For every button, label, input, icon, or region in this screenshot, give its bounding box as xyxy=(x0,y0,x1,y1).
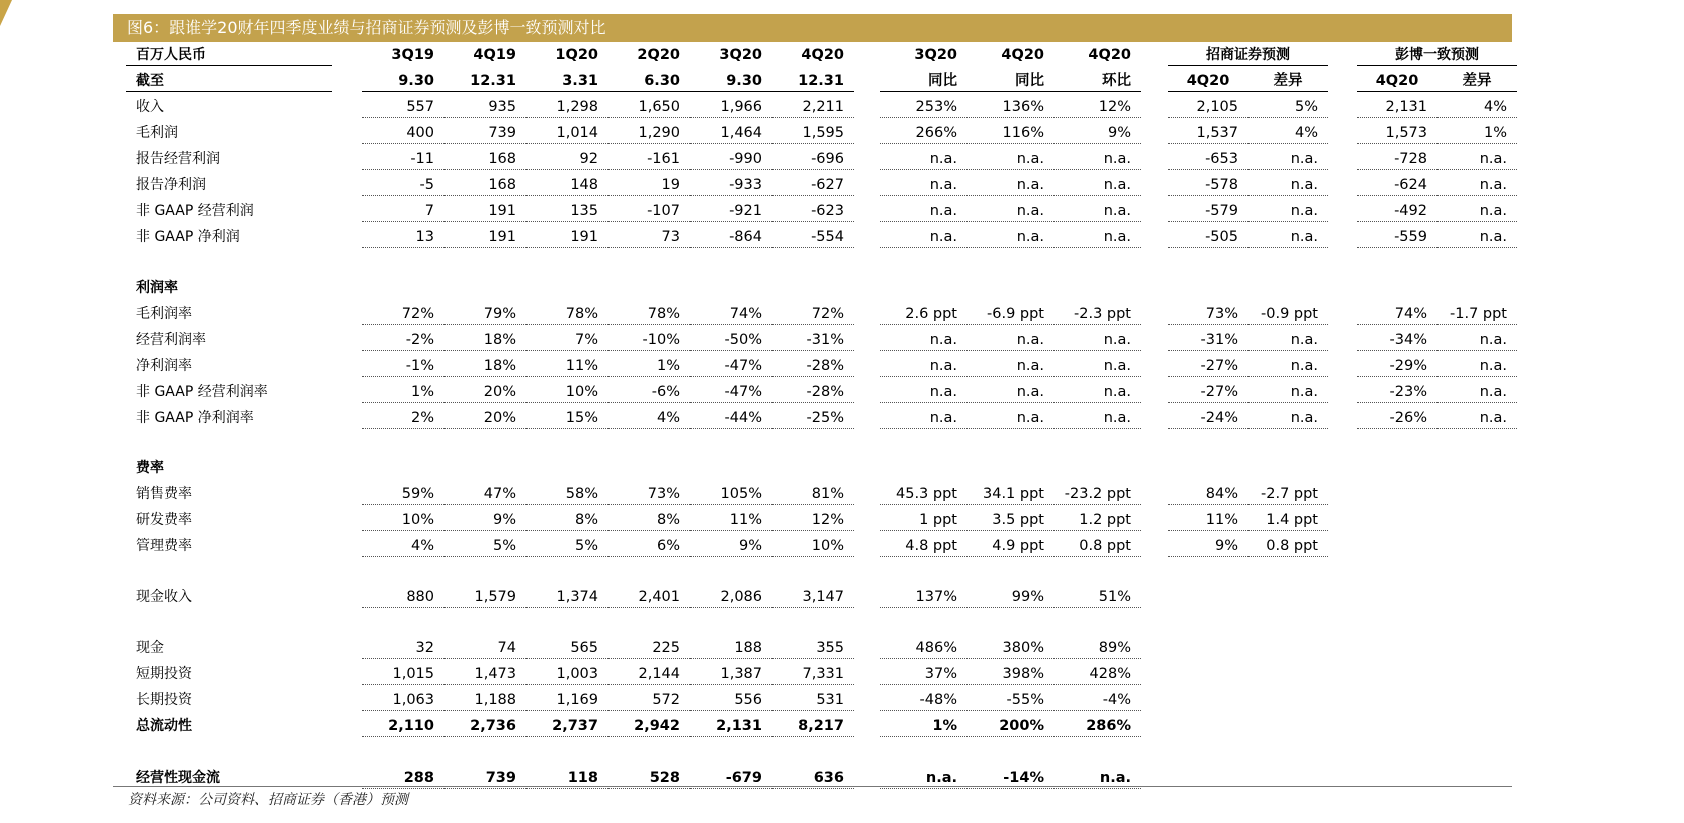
period-value: 6% xyxy=(608,535,690,557)
bloomberg-consensus-value: n.a. xyxy=(1437,174,1517,196)
period-end-date: 3.31 xyxy=(526,70,608,92)
period-value: 168 xyxy=(444,148,526,170)
comparison-value: n.a. xyxy=(1054,148,1141,170)
cms-sub-header: 4Q20 xyxy=(1168,70,1248,92)
period-value: -47% xyxy=(690,381,772,403)
period-value: 47% xyxy=(444,483,526,505)
comparison-value: 4.9 ppt xyxy=(967,535,1054,557)
bloomberg-consensus-value: -559 xyxy=(1357,226,1437,248)
comparison-value: n.a. xyxy=(1054,226,1141,248)
period-value: 1,650 xyxy=(608,96,690,118)
period-value: 1,464 xyxy=(690,122,772,144)
bloomberg-consensus-value: -34% xyxy=(1357,329,1437,351)
period-value: -933 xyxy=(690,174,772,196)
comparison-value: -2.3 ppt xyxy=(1054,303,1141,325)
period-value: 10% xyxy=(526,381,608,403)
period-value: 12% xyxy=(772,509,854,531)
period-value: 8% xyxy=(526,509,608,531)
period-value: 18% xyxy=(444,329,526,351)
period-value: -623 xyxy=(772,200,854,222)
period-value: -2% xyxy=(362,329,444,351)
period-value: 1,595 xyxy=(772,122,854,144)
cms-forecast-value: n.a. xyxy=(1248,148,1328,170)
cms-forecast-value: n.a. xyxy=(1248,200,1328,222)
bloomberg-consensus-value: 2,131 xyxy=(1357,96,1437,118)
cms-forecast-value: n.a. xyxy=(1248,174,1328,196)
period-value: 2,401 xyxy=(608,586,690,608)
comparison-value: -6.9 ppt xyxy=(967,303,1054,325)
period-value: 20% xyxy=(444,407,526,429)
cms-forecast-value: n.a. xyxy=(1248,407,1328,429)
period-value: 880 xyxy=(362,586,444,608)
comparison-value: 1% xyxy=(880,715,967,737)
row-label: 现金收入 xyxy=(136,589,192,605)
comparison-value: n.a. xyxy=(967,174,1054,196)
comparison-value: 3.5 ppt xyxy=(967,509,1054,531)
row-label: 收入 xyxy=(136,99,164,115)
period-header: 4Q19 xyxy=(473,47,516,63)
period-value: 20% xyxy=(444,381,526,403)
period-value: -921 xyxy=(690,200,772,222)
period-value: 531 xyxy=(772,689,854,711)
cms-forecast-value: -27% xyxy=(1168,381,1248,403)
comparison-type-header: 同比 xyxy=(967,70,1054,92)
period-value: -28% xyxy=(772,355,854,377)
bloomberg-consensus-value: -492 xyxy=(1357,200,1437,222)
period-value: 739 xyxy=(444,122,526,144)
period-value: 1,579 xyxy=(444,586,526,608)
row-label: 非 GAAP 净利润 xyxy=(136,229,240,245)
comparison-value: n.a. xyxy=(1054,355,1141,377)
period-value: -47% xyxy=(690,355,772,377)
period-value: 739 xyxy=(444,767,526,789)
period-value: 572 xyxy=(608,689,690,711)
cms-sub-header: 差异 xyxy=(1248,70,1328,92)
period-value: 636 xyxy=(772,767,854,789)
comparison-type-header: 同比 xyxy=(880,70,967,92)
period-value: 10% xyxy=(772,535,854,557)
period-value: 81% xyxy=(772,483,854,505)
cms-forecast-value: n.a. xyxy=(1248,381,1328,403)
comparison-value: n.a. xyxy=(967,407,1054,429)
cms-forecast-value: -2.7 ppt xyxy=(1248,483,1328,505)
period-value: 72% xyxy=(362,303,444,325)
bloomberg-consensus-value: 74% xyxy=(1357,303,1437,325)
period-value: -627 xyxy=(772,174,854,196)
period-end-date: 9.30 xyxy=(690,70,772,92)
period-value: 13 xyxy=(362,226,444,248)
comparison-value: 380% xyxy=(967,637,1054,659)
period-value: 1,374 xyxy=(526,586,608,608)
period-value: -696 xyxy=(772,148,854,170)
period-value: 935 xyxy=(444,96,526,118)
comparison-value: 2.6 ppt xyxy=(880,303,967,325)
cms-forecast-value: 2,105 xyxy=(1168,96,1248,118)
period-value: 355 xyxy=(772,637,854,659)
cms-forecast-value: 5% xyxy=(1248,96,1328,118)
comparison-value: 1.2 ppt xyxy=(1054,509,1141,531)
row-label: 管理费率 xyxy=(136,538,192,554)
period-value: 288 xyxy=(362,767,444,789)
comparison-value: 51% xyxy=(1054,586,1141,608)
period-value: 5% xyxy=(526,535,608,557)
comparison-value: n.a. xyxy=(1054,329,1141,351)
cms-forecast-value: 0.8 ppt xyxy=(1248,535,1328,557)
comparison-period-header: 4Q20 xyxy=(1088,47,1131,63)
period-value: 1,473 xyxy=(444,663,526,685)
period-end-date: 9.30 xyxy=(362,70,444,92)
comparison-value: 136% xyxy=(967,96,1054,118)
period-value: 10% xyxy=(362,509,444,531)
period-value: 105% xyxy=(690,483,772,505)
period-value: 528 xyxy=(608,767,690,789)
comparison-value: -4% xyxy=(1054,689,1141,711)
period-value: 1,014 xyxy=(526,122,608,144)
table-bottom-rule xyxy=(113,786,1512,787)
cms-forecast-value: 11% xyxy=(1168,509,1248,531)
row-label: 总流动性 xyxy=(136,718,192,734)
period-value: 9% xyxy=(444,509,526,531)
comparison-value: 4.8 ppt xyxy=(880,535,967,557)
cms-forecast-value: -505 xyxy=(1168,226,1248,248)
period-value: 8,217 xyxy=(772,715,854,737)
period-value: 9% xyxy=(690,535,772,557)
period-value: 2,737 xyxy=(526,715,608,737)
period-header: 2Q20 xyxy=(637,47,680,63)
period-value: 1,169 xyxy=(526,689,608,711)
row-label: 经营性现金流 xyxy=(136,770,220,786)
period-value: 58% xyxy=(526,483,608,505)
comparison-value: 45.3 ppt xyxy=(880,483,967,505)
period-value: -28% xyxy=(772,381,854,403)
comparison-value: n.a. xyxy=(880,200,967,222)
period-value: 8% xyxy=(608,509,690,531)
period-value: 79% xyxy=(444,303,526,325)
cms-forecast-value: -31% xyxy=(1168,329,1248,351)
bloomberg-consensus-value: -624 xyxy=(1357,174,1437,196)
period-value: 2,110 xyxy=(362,715,444,737)
asof-label: 截至 xyxy=(126,70,332,92)
row-label: 短期投资 xyxy=(136,666,192,682)
period-value: -10% xyxy=(608,329,690,351)
period-value: 73 xyxy=(608,226,690,248)
row-label: 毛利润 xyxy=(136,125,178,141)
comparison-value: 137% xyxy=(880,586,967,608)
period-value: -864 xyxy=(690,226,772,248)
period-value: 7% xyxy=(526,329,608,351)
period-value: 1,387 xyxy=(690,663,772,685)
period-value: 7,331 xyxy=(772,663,854,685)
period-end-date: 12.31 xyxy=(444,70,526,92)
comparison-value: 253% xyxy=(880,96,967,118)
cms-forecast-value: 4% xyxy=(1248,122,1328,144)
period-value: 191 xyxy=(444,200,526,222)
source-note: 资料来源：公司资料、招商证券（香港）预测 xyxy=(128,792,408,808)
comparison-value: n.a. xyxy=(1054,407,1141,429)
period-value: 2,131 xyxy=(690,715,772,737)
period-value: 11% xyxy=(526,355,608,377)
comparison-value: 12% xyxy=(1054,96,1141,118)
period-value: 1,003 xyxy=(526,663,608,685)
period-value: 73% xyxy=(608,483,690,505)
comparison-value: 0.8 ppt xyxy=(1054,535,1141,557)
period-value: 1,298 xyxy=(526,96,608,118)
comparison-value: 89% xyxy=(1054,637,1141,659)
comparison-value: n.a. xyxy=(967,329,1054,351)
comparison-value: 99% xyxy=(967,586,1054,608)
comparison-value: -23.2 ppt xyxy=(1054,483,1141,505)
bloomberg-consensus-value: n.a. xyxy=(1437,407,1517,429)
period-value: 4% xyxy=(362,535,444,557)
period-value: 92 xyxy=(526,148,608,170)
period-value: 191 xyxy=(526,226,608,248)
bloomberg-consensus-value: n.a. xyxy=(1437,381,1517,403)
cms-forecast-value: n.a. xyxy=(1248,355,1328,377)
period-value: 2% xyxy=(362,407,444,429)
cms-forecast-value: 73% xyxy=(1168,303,1248,325)
period-value: 1,188 xyxy=(444,689,526,711)
row-label: 研发费率 xyxy=(136,512,192,528)
comparison-value: n.a. xyxy=(880,767,967,789)
period-value: 2,942 xyxy=(608,715,690,737)
period-value: 15% xyxy=(526,407,608,429)
bloomberg-consensus-value: n.a. xyxy=(1437,329,1517,351)
period-value: 1,966 xyxy=(690,96,772,118)
cms-forecast-value: -24% xyxy=(1168,407,1248,429)
comparison-value: n.a. xyxy=(880,174,967,196)
row-label: 非 GAAP 经营利润率 xyxy=(136,384,268,400)
period-value: 72% xyxy=(772,303,854,325)
bloomberg-consensus-value: n.a. xyxy=(1437,148,1517,170)
comparison-value: -55% xyxy=(967,689,1054,711)
period-value: 2,211 xyxy=(772,96,854,118)
bloomberg-consensus-value: n.a. xyxy=(1437,200,1517,222)
comparison-value: 37% xyxy=(880,663,967,685)
cms-forecast-value: 9% xyxy=(1168,535,1248,557)
comparison-value: n.a. xyxy=(1054,200,1141,222)
period-value: -50% xyxy=(690,329,772,351)
comparison-value: 200% xyxy=(967,715,1054,737)
cms-forecast-value: -0.9 ppt xyxy=(1248,303,1328,325)
period-value: 3,147 xyxy=(772,586,854,608)
row-label: 非 GAAP 净利润率 xyxy=(136,410,254,426)
period-value: 556 xyxy=(690,689,772,711)
cms-forecast-group-header: 招商证券预测 xyxy=(1168,44,1328,66)
period-value: 19 xyxy=(608,174,690,196)
comparison-value: 486% xyxy=(880,637,967,659)
period-value: 74% xyxy=(690,303,772,325)
period-end-date: 6.30 xyxy=(608,70,690,92)
comparison-value: n.a. xyxy=(967,355,1054,377)
period-value: 168 xyxy=(444,174,526,196)
comparison-value: n.a. xyxy=(880,226,967,248)
bloomberg-consensus-value: -23% xyxy=(1357,381,1437,403)
corner-accent xyxy=(0,0,12,26)
comparison-value: -48% xyxy=(880,689,967,711)
period-value: -6% xyxy=(608,381,690,403)
comparison-value: 266% xyxy=(880,122,967,144)
comparison-value: n.a. xyxy=(1054,174,1141,196)
period-value: 1,015 xyxy=(362,663,444,685)
period-value: 11% xyxy=(690,509,772,531)
row-label: 现金 xyxy=(136,640,164,656)
period-value: -990 xyxy=(690,148,772,170)
period-value: 2,144 xyxy=(608,663,690,685)
row-label: 非 GAAP 经营利润 xyxy=(136,203,254,219)
unit-label: 百万人民币 xyxy=(126,44,332,66)
period-header: 3Q20 xyxy=(719,47,762,63)
period-value: 400 xyxy=(362,122,444,144)
row-label: 净利润率 xyxy=(136,358,192,374)
comparison-value: n.a. xyxy=(880,329,967,351)
period-value: 2,736 xyxy=(444,715,526,737)
period-value: 1,063 xyxy=(362,689,444,711)
period-value: 74 xyxy=(444,637,526,659)
cms-forecast-value: n.a. xyxy=(1248,226,1328,248)
period-value: 4% xyxy=(608,407,690,429)
cms-forecast-value: n.a. xyxy=(1248,329,1328,351)
comparison-value: n.a. xyxy=(880,148,967,170)
period-value: 225 xyxy=(608,637,690,659)
row-label: 销售费率 xyxy=(136,486,192,502)
comparison-value: n.a. xyxy=(880,381,967,403)
comparison-value: n.a. xyxy=(967,381,1054,403)
period-value: 5% xyxy=(444,535,526,557)
cms-forecast-value: 84% xyxy=(1168,483,1248,505)
period-value: 557 xyxy=(362,96,444,118)
period-value: 2,086 xyxy=(690,586,772,608)
comparison-value: n.a. xyxy=(880,355,967,377)
period-value: -554 xyxy=(772,226,854,248)
period-value: -1% xyxy=(362,355,444,377)
comparison-value: n.a. xyxy=(967,200,1054,222)
period-value: 188 xyxy=(690,637,772,659)
cms-forecast-value: 1,537 xyxy=(1168,122,1248,144)
period-value: 1,290 xyxy=(608,122,690,144)
bloomberg-consensus-value: -29% xyxy=(1357,355,1437,377)
section-title-margin: 利润率 xyxy=(136,280,178,296)
cms-forecast-value: -653 xyxy=(1168,148,1248,170)
period-value: -679 xyxy=(690,767,772,789)
period-value: 135 xyxy=(526,200,608,222)
comparison-value: 398% xyxy=(967,663,1054,685)
bloomberg-consensus-value: -728 xyxy=(1357,148,1437,170)
comparison-value: 286% xyxy=(1054,715,1141,737)
period-value: 1% xyxy=(608,355,690,377)
period-value: 7 xyxy=(362,200,444,222)
row-label: 毛利润率 xyxy=(136,306,192,322)
bloomberg-consensus-value: 1% xyxy=(1437,122,1517,144)
period-value: -25% xyxy=(772,407,854,429)
period-value: 1% xyxy=(362,381,444,403)
period-value: 148 xyxy=(526,174,608,196)
period-value: 191 xyxy=(444,226,526,248)
comparison-value: 9% xyxy=(1054,122,1141,144)
bloomberg-consensus-value: 4% xyxy=(1437,96,1517,118)
bloomberg-consensus-value: n.a. xyxy=(1437,355,1517,377)
comparison-value: 116% xyxy=(967,122,1054,144)
period-header: 3Q19 xyxy=(391,47,434,63)
bloomberg-consensus-group-header: 彭博一致预测 xyxy=(1357,44,1517,66)
comparison-value: 428% xyxy=(1054,663,1141,685)
comparison-value: n.a. xyxy=(1054,767,1141,789)
comparison-period-header: 3Q20 xyxy=(914,47,957,63)
cms-forecast-value: -27% xyxy=(1168,355,1248,377)
row-label: 经营利润率 xyxy=(136,332,206,348)
comparison-value: 1 ppt xyxy=(880,509,967,531)
row-label: 报告净利润 xyxy=(136,177,206,193)
comparison-value: 34.1 ppt xyxy=(967,483,1054,505)
comparison-value: n.a. xyxy=(880,407,967,429)
bloomberg-consensus-value: 1,573 xyxy=(1357,122,1437,144)
bloomberg-sub-header: 差异 xyxy=(1437,70,1517,92)
comparison-type-header: 环比 xyxy=(1054,70,1141,92)
cms-forecast-value: -579 xyxy=(1168,200,1248,222)
row-label: 报告经营利润 xyxy=(136,151,220,167)
comparison-value: n.a. xyxy=(967,226,1054,248)
period-end-date: 12.31 xyxy=(772,70,854,92)
period-value: -107 xyxy=(608,200,690,222)
period-header: 1Q20 xyxy=(555,47,598,63)
period-value: -31% xyxy=(772,329,854,351)
period-value: -5 xyxy=(362,174,444,196)
comparison-value: -14% xyxy=(967,767,1054,789)
period-header: 4Q20 xyxy=(801,47,844,63)
row-label: 长期投资 xyxy=(136,692,192,708)
bloomberg-consensus-value: -1.7 ppt xyxy=(1437,303,1517,325)
period-value: -11 xyxy=(362,148,444,170)
period-value: 565 xyxy=(526,637,608,659)
bloomberg-consensus-value: n.a. xyxy=(1437,226,1517,248)
bloomberg-consensus-value: -26% xyxy=(1357,407,1437,429)
period-value: 18% xyxy=(444,355,526,377)
period-value: 59% xyxy=(362,483,444,505)
period-value: -161 xyxy=(608,148,690,170)
period-value: 118 xyxy=(526,767,608,789)
cms-forecast-value: -578 xyxy=(1168,174,1248,196)
comparison-value: n.a. xyxy=(1054,381,1141,403)
period-value: 32 xyxy=(362,637,444,659)
comparison-period-header: 4Q20 xyxy=(1001,47,1044,63)
bloomberg-sub-header: 4Q20 xyxy=(1357,70,1437,92)
comparison-value: n.a. xyxy=(967,148,1054,170)
cms-forecast-value: 1.4 ppt xyxy=(1248,509,1328,531)
period-value: -44% xyxy=(690,407,772,429)
period-value: 78% xyxy=(608,303,690,325)
figure-title: 图6：跟谁学20财年四季度业绩与招商证券预测及彭博一致预测对比 xyxy=(113,14,1512,42)
section-title-expense: 费率 xyxy=(136,460,164,476)
period-value: 78% xyxy=(526,303,608,325)
